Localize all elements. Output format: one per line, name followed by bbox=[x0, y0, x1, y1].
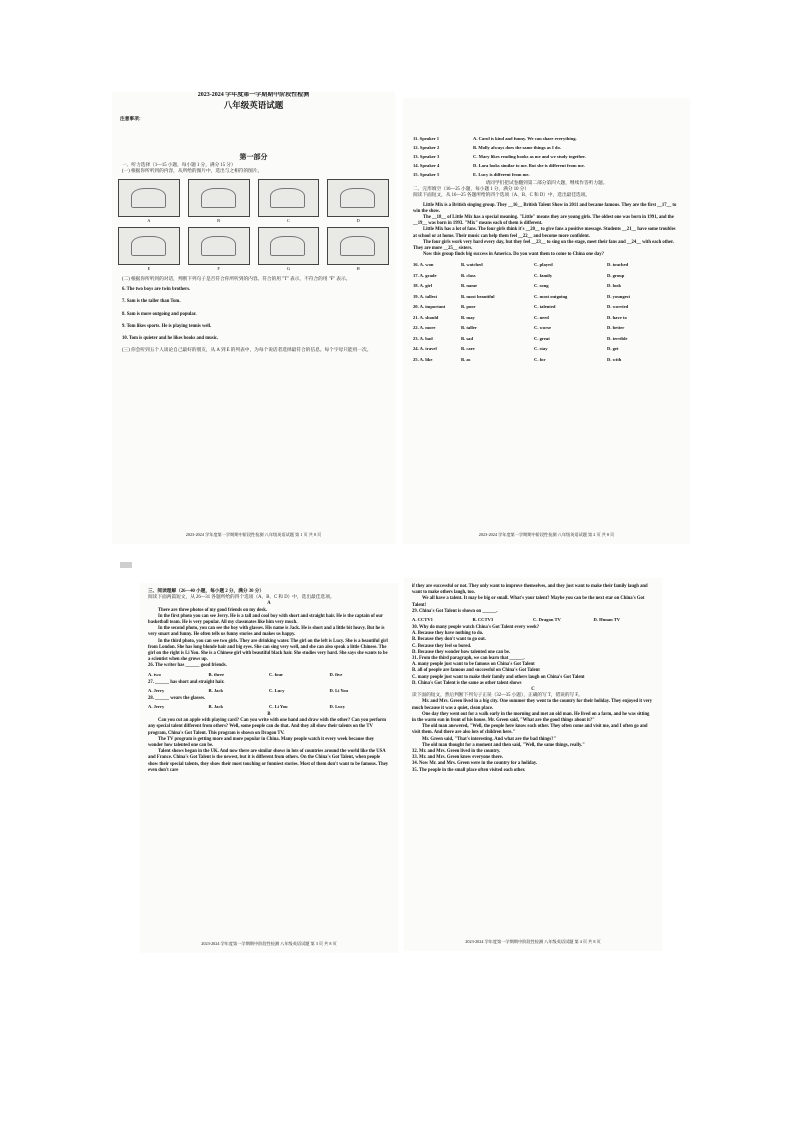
exam-page-2 bbox=[403, 98, 690, 544]
passage-paragraph: Mr. Green said, "That's interesting. And what are the bad things?" bbox=[422, 736, 557, 742]
question-option: C. many people just want to make their family and others laugh on China's Got Talent bbox=[412, 674, 585, 680]
passage-paragraph: Talent shows began in the UK. And now there are similar shows in lots of countries around the world like the USA and France. China's Got Talent is the newest, but it is different from others. On the China's Got Talent, when people show their special talents, they show their most touching or funniest stories. Most of them don't want to be famous. They even don't care bbox=[148, 749, 389, 773]
question-stem: 31. From the third paragraph, we can learn that ______. bbox=[412, 656, 525, 662]
question-options: A. Jerry B. Jack C. Lucy D. Li You bbox=[148, 687, 349, 693]
passage-paragraph: The old man thought for a moment and then said, "Well, the same things, really." bbox=[422, 742, 585, 748]
passage-paragraph: In the second photo, you can see the boy with glasses. His name is Jack. He is short and a little bit heavy. But he is very smart and funny. He often tells us funny stories and makes us happy. bbox=[148, 626, 385, 638]
passage-paragraph: We all have a talent. It may be big or small. What's your talent? Maybe you can be the next star on China's Got Talent! bbox=[412, 596, 645, 608]
illustration-icon bbox=[327, 227, 389, 265]
listening-note: 请同学们把试卷翻到第二部分第四大题，继续作答听力题。 bbox=[485, 181, 608, 186]
illustration-icon bbox=[188, 179, 250, 217]
tf-item: 7. Sam is the taller than Tom. bbox=[122, 299, 181, 305]
illustration-icon bbox=[327, 179, 389, 217]
tf-item: 33. Mr. and Mrs. Green knew everyone there. bbox=[412, 755, 503, 761]
question-option: D. China's Got Talent is the same as other talent shows bbox=[412, 680, 522, 686]
passage-paragraph: The old man answered, "Well, the people here know each other. They often come and visit me, and I often go and visit them. And there are also lots of children here." bbox=[412, 724, 648, 736]
tf-item: 32. Mr. and Mrs. Green lived in the country. bbox=[412, 749, 501, 755]
picture-h: H bbox=[327, 227, 389, 271]
page-footer: 2023-2024 学年度第一学期期中阶段性检测 八年级英语试题 第 2 页 共 8 页 bbox=[478, 532, 615, 537]
question-option: B. Because they don't want to go out. bbox=[412, 637, 486, 643]
page-footer: 2023-2024 学年度第一学期期中阶段性检测 八年级英语试题 第 1 页 共 8 页 bbox=[185, 532, 322, 537]
scan-mark bbox=[120, 562, 132, 568]
speaker-matching: 11. Speaker 1 A. Carol is kind and funny. We can share everything. 12. Speaker 2 B. Molly always does the same things as I do. 13. Speaker 3 C. Mary likes reading books as me and we study together. 14. Speaker 4 D. Lara looks similar to me. But she is different from me. 15. Speaker 5 E. Lucy is different from me. bbox=[413, 136, 586, 177]
section-heading: 一、听力选择（1—15 小题，每小题 1 分，满分 15 分） bbox=[122, 162, 236, 168]
section-heading: 二、完形填空（16—25 小题，每小题 1 分，满分 10 分） bbox=[413, 187, 530, 193]
question-stem: 29. China's Got Talent is shown on ______. bbox=[412, 608, 498, 614]
passage-paragraph: Little Mix is a British singing group. They __16__ British Talent Show in 2011 and became famous. They are the first __17__ to win the show. bbox=[413, 202, 677, 214]
passage-paragraph: Can you cut an apple with playing card? Can you write with one hand and draw with the other? Can you perform any special talent different from others? Well, some people can do that. And they all show their talents on the TV program, China's Got Talent. This program is shown on Dragon TV. bbox=[148, 718, 387, 736]
picture-f: F bbox=[188, 227, 250, 271]
passage-paragraph: The TV program is getting more and more popular in China. Many people watch it every week because they wonder how talented one can be. bbox=[148, 736, 375, 749]
exam-page-4 bbox=[404, 578, 662, 951]
illustration-icon bbox=[188, 227, 250, 265]
picture-b: B bbox=[188, 179, 250, 223]
passage-paragraph: There are three photos of my good friends on my desk. bbox=[158, 607, 267, 613]
passage-paragraph: In the first photo you can see Jerry. He is a tall and cool boy with short and straight hair. He is the captain of our basketball team. He is very popular. All my classmates like him very much. bbox=[148, 613, 383, 626]
illustration-icon bbox=[258, 227, 320, 265]
question-option: D. Because they wonder how talented one can be. bbox=[412, 649, 511, 655]
question-stem: 27. ______ has short and straight hair. bbox=[148, 679, 225, 685]
passage-paragraph: if they are successful or not. They only want to improve themselves, and they just want to make their family laugh and want to make others laugh, too. bbox=[412, 584, 648, 596]
exam-page-1 bbox=[112, 92, 395, 544]
subject-title: 八年级英语试题 bbox=[223, 99, 284, 110]
question-stem: 28. ______ wears the glasses. bbox=[148, 695, 206, 701]
passage-label: A bbox=[267, 601, 271, 607]
illustration-icon bbox=[258, 179, 320, 217]
question-option: B. all of people are famous and successful on China's Got Talent bbox=[412, 668, 540, 674]
section-heading: 三、阅读理解（26—40 小题，每小题 2 分，满分 30 分） bbox=[148, 589, 265, 594]
passage-paragraph: The four girls work very hard every day, but they feel __23__ to sing on the stage, meet their fans and __24__ with each other. They are more __25__ sisters. bbox=[413, 239, 674, 252]
question-stem: 30. Why do many people watch China's Got Talent every week? bbox=[412, 625, 540, 631]
picture-e: E bbox=[118, 227, 180, 271]
notice-label: 注意事项： bbox=[120, 117, 144, 123]
picture-options bbox=[118, 179, 389, 271]
tf-item: 8. Sam is more outgoing and popular. bbox=[122, 311, 197, 317]
exam-page-3 bbox=[140, 583, 398, 953]
picture-g: G bbox=[258, 227, 320, 271]
question-option: A. many people just want to be famous on China's Got Talent bbox=[412, 662, 535, 668]
section-instruction: 阅读下面两篇短文，从 26—31 各题所给的四个选项（A、B、C 和 D）中，选出最佳选项。 bbox=[148, 595, 335, 601]
question-option: C. Because they feel so bored. bbox=[412, 643, 472, 649]
question-options: A. CCTV1 B. CCTV3 C. Dragon TV D. Hunan TV bbox=[412, 617, 621, 623]
tf-item: 9. Tom likes sports. He is playing tennis well. bbox=[122, 323, 212, 329]
tf-item: 10. Tom is quieter and he likes books and music. bbox=[122, 335, 219, 341]
passage-label: B bbox=[267, 712, 271, 718]
tf-item: 34. Now Mr. and Mrs. Green were in the country for a holiday. bbox=[412, 761, 538, 767]
question-options: A. Jerry B. Jack C. Li You D. Lucy bbox=[148, 704, 346, 710]
picture-d: D bbox=[327, 179, 389, 223]
picture-c: C bbox=[258, 179, 320, 223]
cloze-options: 16. A. won B. watched C. played D. touched 17. A. grade B. class C. family D. group 18. A. girl B. name C. song D. look 19. A. tallest B. most beautiful C. most outgoing D. youngest 20. A. important B. poor C. talented D. worried 21. A. should B. may C. need D. have to 22. A. more B. taller C. worse D. better 23. A. bad B. sad C. great D. terrible 24. A. travel B. care C. stay D. get 25. A. like B. as C. for D. with bbox=[413, 262, 630, 362]
tf-item: 35. The people in the small place often visited each other. bbox=[412, 767, 526, 773]
exam-title: 2023-2024 学年度第一学期期中阶段性检测 bbox=[197, 92, 310, 98]
section-instruction: (一) 根据你所听到的内容，从所给的图片中，选出与之相符的图片。 bbox=[122, 168, 263, 174]
illustration-icon bbox=[118, 179, 180, 217]
part-heading: 第一部分 bbox=[239, 153, 268, 162]
section-instruction: 读下面的短文，然后判断下列句子正误（32—35 小题），正确的写 T，错误的写 F。 bbox=[412, 693, 583, 699]
question-option: A. Because they have nothing to do. bbox=[412, 631, 484, 637]
passage-paragraph: The __18__ of Little Mix has a special meaning. "Little" means they are young girls. The oldest one was born in 1991, and the __19__ was born in 1993. "Mix" means each of them is different. bbox=[413, 215, 674, 227]
page-footer: 2023-2024 学年度第一学期期中阶段性检测 八年级英语试题 第 4 页 共 8 页 bbox=[465, 939, 601, 944]
question-stem: 26. The writer has ______ good friends. bbox=[148, 663, 227, 669]
passage-label: C bbox=[531, 687, 535, 693]
question-options: A. two B. three C. four D. five bbox=[148, 671, 343, 677]
illustration-icon bbox=[118, 227, 180, 265]
section-instruction: 阅读下面短文，从 16—25 各题所给的四个选项（A、B、C 和 D）中，选出最佳选项。 bbox=[413, 193, 591, 199]
passage-paragraph: One day they went out for a walk early in the morning and met an old man. He lived on a farm, and he was sitting in the warm sun in front of his house. Mr. Green said, "What are the good things about it?" bbox=[412, 711, 650, 724]
section-instruction: (二) 根据你所听到的对话，判断下列句子是否符合你所听到的内容。符合的用 "T" 表示，不符合的用 "F" 表示。 bbox=[122, 276, 351, 282]
passage-paragraph: Little Mix has a lot of fans. The four girls think it's __20__ to give fans a positive message. Students __21__ have some troubles at school or at home. Their music can help them feel __22__ and become more confident. bbox=[413, 227, 676, 239]
page-footer: 2023-2024 学年度第一学期期中阶段性检测 八年级英语试题 第 3 页 共 8 页 bbox=[201, 941, 337, 946]
picture-a: A bbox=[118, 179, 180, 223]
passage-paragraph: Now this group finds big success in America. Do you want them to come to China one day? bbox=[423, 252, 604, 258]
passage-paragraph: Mr. and Mrs. Green lived in a big city. One summer they went to the country for their holiday. They enjoyed it very much because it was a quiet, clean place. bbox=[412, 699, 653, 711]
passage-paragraph: In the third photo, you can see two girls. They are drinking water. The girl on the left is Lucy. She is a beautiful girl from London. She has long blonde hair and big eyes. She can sing very well, and she can also speak a little Chinese. The girl on the right is Li You. She is a Chinese girl with beautiful black hair. She studies very hard. She says she wants to be a scientist when she grows up. bbox=[148, 638, 388, 663]
section-instruction: (三) 你会听到五个人谈论自己最好的朋友，从 A 到 E 的列表中，为每个说话者选择最符合的信息。每个字母只能用一次。 bbox=[122, 348, 372, 354]
tf-item: 6. The two boys are twin brothers. bbox=[122, 287, 191, 293]
